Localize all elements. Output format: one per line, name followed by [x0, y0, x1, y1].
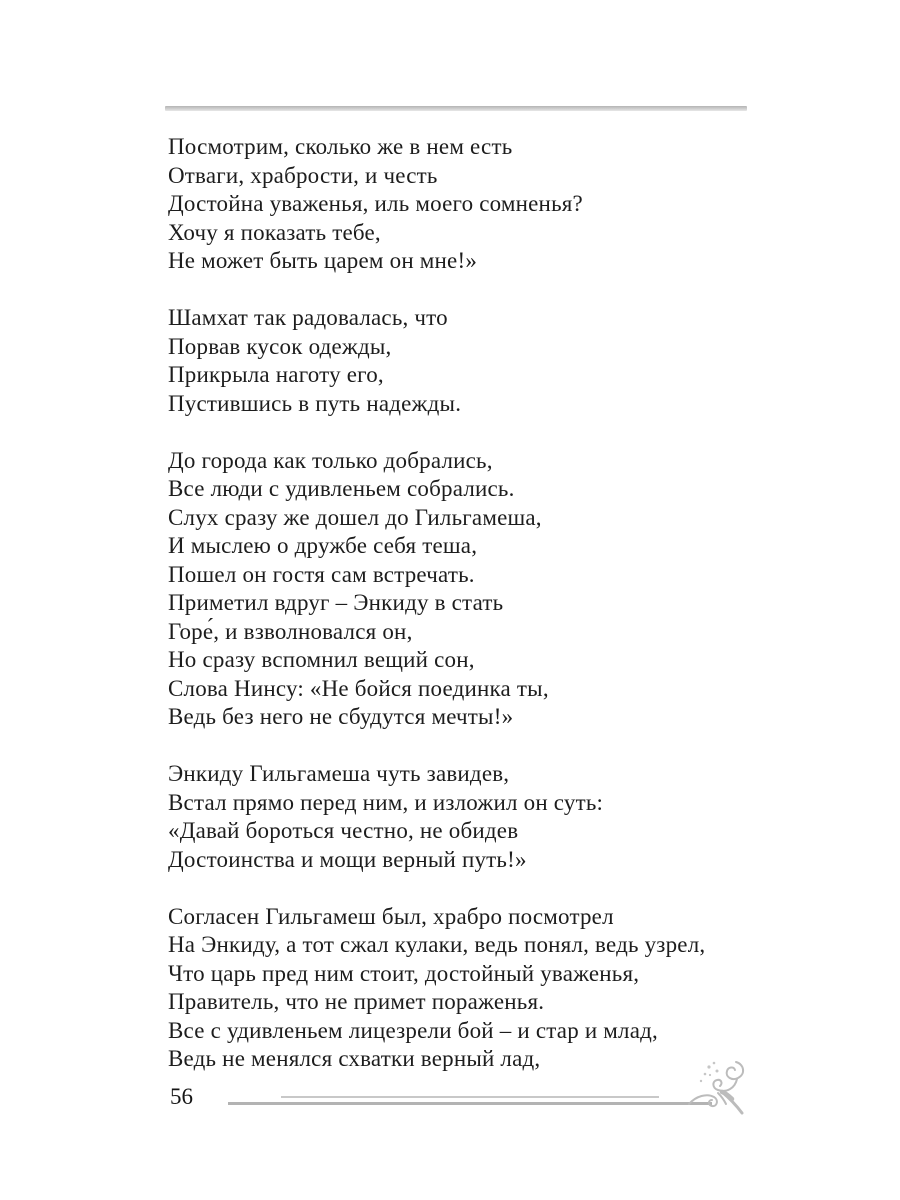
- stanza: [168, 903, 728, 1074]
- poem-line: Приметил вдруг – Энкиду в стать: [168, 590, 504, 615]
- stanza: [168, 133, 728, 276]
- poem-line: Что царь пред ним стоит, достойный уваженья,: [168, 960, 640, 986]
- poem-line: На Энкиду, а тот сжал кулаки, ведь понял, ведь узрел,: [168, 932, 706, 957]
- footer-rule-thin: [281, 1096, 659, 1098]
- poem-line: Ведь без него не сбудутся мечты!»: [168, 704, 514, 729]
- poem-line: Достойна уваженья, иль моего сомненья?: [168, 191, 583, 216]
- poem-line: До города как только добрались,: [168, 447, 493, 473]
- stanza: [168, 447, 728, 732]
- poem-line: Отваги, храбрости, и честь: [168, 162, 438, 188]
- poem-line: Не может быть царем он мне!»: [168, 248, 478, 273]
- footer-rule-main: [228, 1102, 712, 1105]
- poem-line: Слова Нинсу: «Не бойся поединка ты,: [168, 675, 549, 701]
- poem-line: Энкиду Гильгамеша чуть завидев,: [168, 761, 510, 786]
- poem-line: Но сразу вспомнил вещий сон,: [168, 647, 475, 672]
- poem-line: Достоинства и мощи верный путь!»: [168, 846, 527, 872]
- stanza: [168, 304, 728, 418]
- poem-line: Горе́, и взволновался он,: [168, 618, 413, 644]
- stanza: [168, 760, 728, 874]
- poem-line: Пустившись в путь надежды.: [168, 390, 462, 416]
- poem-line: Порвав кусок одежды,: [168, 333, 392, 359]
- poem-line: Хочу я показать тебе,: [168, 219, 381, 245]
- poem-line: Согласен Гильгамеш был, храбро посмотрел: [168, 903, 614, 929]
- poem-line: Все люди с удивленьем собрались.: [168, 476, 515, 501]
- poem-line: Правитель, что не примет пораженья.: [168, 989, 545, 1014]
- poem-line: Шамхат так радовалась, что: [168, 305, 448, 330]
- poem-text: [168, 133, 728, 1102]
- poem-line: Все с удивленьем лицезрели бой – и стар и млад,: [168, 1017, 658, 1043]
- top-rule: [165, 106, 747, 111]
- poem-line: Прикрыла наготу его,: [168, 362, 384, 387]
- poem-line: Слух сразу же дошел до Гильгамеша,: [168, 504, 542, 530]
- poem-line: Посмотрим, сколько же в нем есть: [168, 134, 513, 159]
- poem-line: Пошел он гостя сам встречать.: [168, 561, 475, 587]
- poem-line: И мыслею о дружбе себя теша,: [168, 533, 478, 558]
- page-number: 56: [170, 1084, 193, 1109]
- poem-line: «Давай бороться честно, не обидев: [168, 818, 519, 843]
- floral-flourish-icon: [688, 1059, 752, 1117]
- poem-line: Ведь не менялся схватки верный лад,: [168, 1046, 541, 1071]
- poem-line: Встал прямо перед ним, и изложил он суть:: [168, 789, 604, 815]
